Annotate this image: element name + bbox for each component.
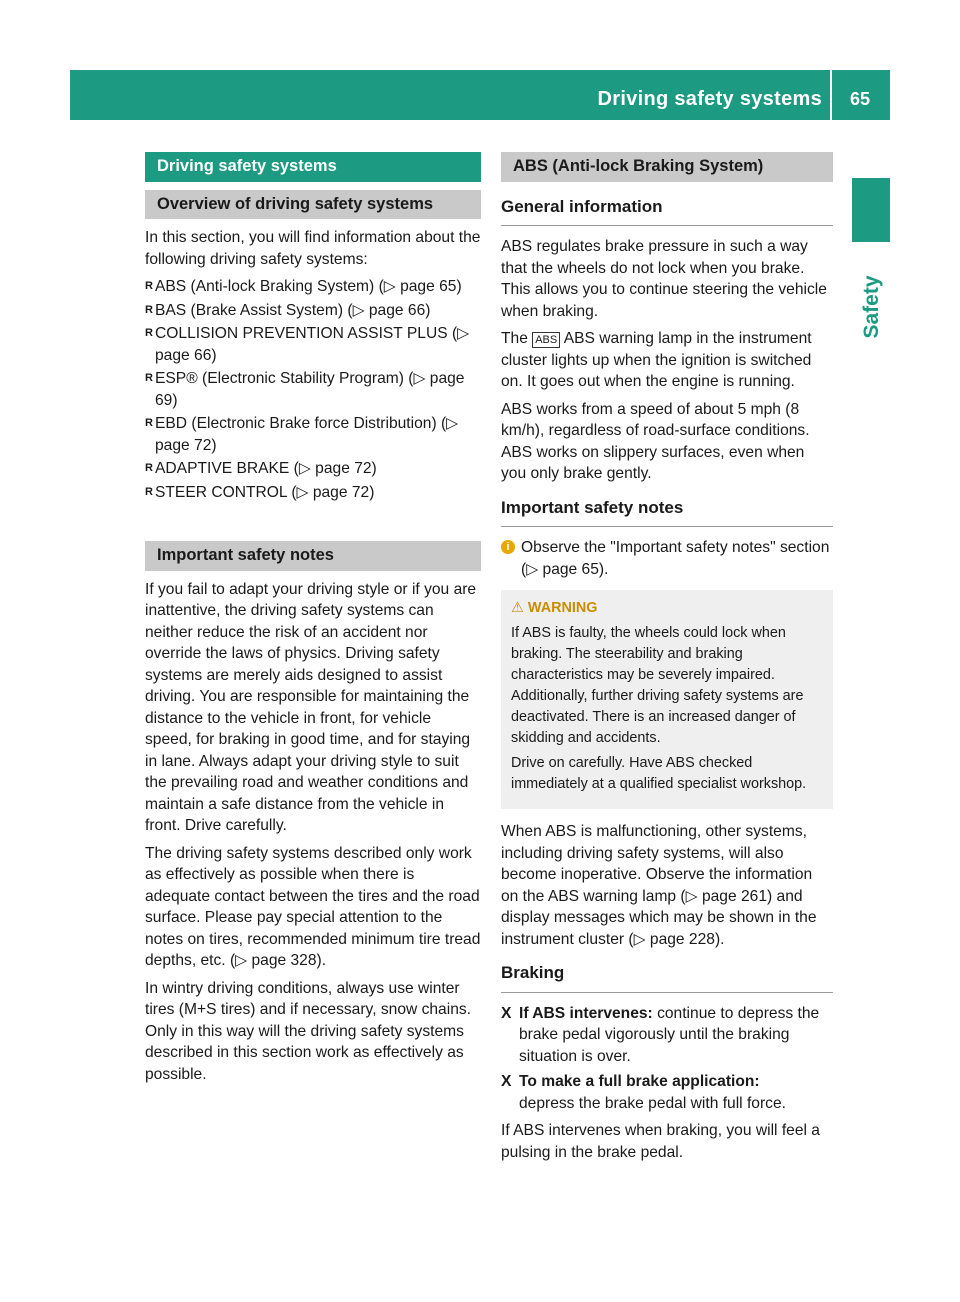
spacer bbox=[145, 509, 481, 541]
info-icon: i bbox=[501, 540, 515, 554]
abs-warning-lamp-icon: ABS bbox=[532, 332, 560, 348]
warning-text: Drive on carefully. Have ABS checked immediately at a qualified specialist workshop. bbox=[511, 755, 807, 792]
braking-heading: Braking bbox=[501, 956, 833, 993]
right-column bbox=[501, 152, 833, 1169]
important-heading: Important safety notes bbox=[145, 541, 481, 571]
list-item: R BAS (Brake Assist System) (▷ page 66) bbox=[145, 300, 481, 322]
section-title: Driving safety systems bbox=[145, 152, 481, 182]
paragraph: In wintry driving conditions, always use winter tires (M+S tires) and if necessary, snow chains. Only in this way will the driving safety systems described in this section work as effectively as possible. bbox=[145, 979, 471, 1083]
header-title: Driving safety systems bbox=[597, 88, 822, 110]
note-text: Observe the "Important safety notes" section (▷ page 65). bbox=[521, 539, 830, 578]
page-header bbox=[70, 70, 890, 120]
list-item: R EBD (Electronic Brake force Distribution) (▷ page 72) bbox=[145, 413, 481, 456]
list-item: R ESP® (Electronic Stability Program) (▷ page 69) bbox=[145, 368, 481, 411]
list-item: R ADAPTIVE BRAKE (▷ page 72) bbox=[145, 458, 481, 480]
list-item: R ABS (Anti-lock Braking System) (▷ page 65) bbox=[145, 276, 481, 298]
warning-box bbox=[501, 590, 833, 809]
important-heading-right: Important safety notes bbox=[501, 491, 833, 528]
left-column bbox=[145, 152, 481, 1091]
braking-steps bbox=[501, 1003, 833, 1115]
step-item: X If ABS intervenes: continue to depress the brake pedal vigorously until the braking situation is over. bbox=[501, 1003, 833, 1068]
list-item: R STEER CONTROL (▷ page 72) bbox=[145, 482, 481, 504]
overview-intro: In this section, you will find information about the following driving safety systems: bbox=[145, 229, 481, 268]
abs-section-title: ABS (Anti-lock Braking System) bbox=[501, 152, 833, 182]
paragraph: When ABS is malfunctioning, other systems, including driving safety systems, will also become inoperative. Observe the information on the ABS warning lamp (▷ page 261) and display messages which may be shown in the instrument cluster (▷ page 228). bbox=[501, 823, 817, 948]
warning-triangle-icon: ⚠ bbox=[511, 600, 524, 616]
paragraph: If ABS intervenes when braking, you will feel a pulsing in the brake pedal. bbox=[501, 1122, 820, 1161]
chapter-tab bbox=[852, 178, 890, 242]
lamp-prefix: The bbox=[501, 330, 528, 347]
info-note bbox=[501, 537, 833, 580]
chapter-label: Safety bbox=[860, 275, 883, 339]
warning-text: If ABS is faulty, the wheels could lock when braking. The steerability and braking characteristics may be severely impaired. Additionally, further driving safety systems are deactivated. There is an increased danger of skidding and accidents. bbox=[511, 625, 804, 746]
lamp-suffix: ABS warning lamp in the instrument cluster lights up when the ignition is switched on. It goes out when the engine is running. bbox=[501, 330, 812, 390]
paragraph: The driving safety systems described only work as effectively as possible when there is adequate contact between the tires and the road surface. Please pay special attention to the notes on tires, recommended minimum tire tread depths, etc. (▷ page 328). bbox=[145, 844, 481, 969]
paragraph-lamp bbox=[501, 328, 833, 393]
paragraph: ABS regulates brake pressure in such a way that the wheels do not lock when you brake. This allows you to continue steering the vehicle when braking. bbox=[501, 238, 827, 320]
warning-heading: ⚠ WARNING bbox=[511, 600, 598, 616]
systems-list bbox=[145, 276, 481, 503]
overview-heading: Overview of driving safety systems bbox=[145, 190, 481, 220]
general-heading: General information bbox=[501, 190, 833, 227]
step-item: X To make a full brake application: depress the brake pedal with full force. bbox=[501, 1071, 833, 1114]
paragraph: ABS works from a speed of about 5 mph (8 km/h), regardless of road-surface conditions. ABS works on slippery surfaces, even when you only brake gently. bbox=[501, 400, 810, 482]
page-number: 65 bbox=[849, 89, 870, 109]
header-divider bbox=[830, 70, 832, 120]
list-item: R COLLISION PREVENTION ASSIST PLUS (▷ page 66) bbox=[145, 323, 481, 366]
paragraph: If you fail to adapt your driving style or if you are inattentive, the driving safety systems can neither reduce the risk of an accident nor override the laws of physics. Driving safety systems are merely aids designed to assist driving. You are responsible for maintaining the distance to the vehicle in front, for vehicle speed, for braking in good time, and for staying in lane. Always adapt your driving style to suit the prevailing road and weather conditions and maintain a safe distance from the vehicle in front. Drive carefully. bbox=[145, 580, 477, 834]
